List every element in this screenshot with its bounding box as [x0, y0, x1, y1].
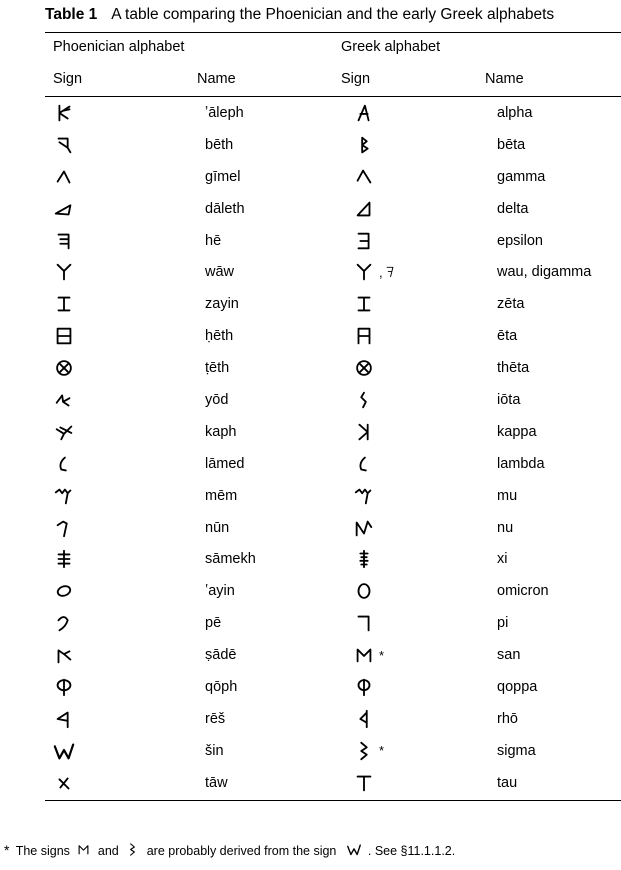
greek-alpha-icon: [353, 102, 375, 124]
greek-pi-icon: [353, 612, 375, 634]
greek-kappa-icon: [353, 421, 375, 443]
phoenician-name: sāmekh: [205, 551, 256, 568]
footnote-text-3: are probably derived from the sign: [146, 844, 337, 858]
phoenician-sade-icon: [53, 644, 75, 666]
phoenician-name: wāw: [205, 264, 235, 281]
column-header-greek-sign: Sign: [341, 71, 371, 87]
footnote-text-1: The signs: [15, 844, 70, 858]
phoenician-name: tāw: [205, 774, 228, 791]
greek-wau-icon: [353, 261, 375, 283]
footnote-star: *: [4, 842, 10, 858]
phoenician-mem-icon: [53, 485, 75, 507]
greek-name: zēta: [497, 296, 525, 313]
greek-name: lambda: [497, 455, 545, 472]
group-header-phoenician: Phoenician alphabet: [53, 39, 185, 55]
phoenician-taw-icon: [53, 772, 75, 794]
phoenician-heth-icon: [53, 325, 75, 347]
phoenician-shin-icon: [53, 740, 75, 762]
phoenician-gimel-icon: [53, 166, 75, 188]
phoenician-name: yōd: [205, 391, 229, 408]
table-row: [45, 352, 621, 384]
phoenician-pe-icon: [53, 612, 75, 634]
greek-extra: *: [379, 647, 385, 663]
greek-name: ēta: [497, 328, 518, 345]
greek-beta-icon: [353, 134, 375, 156]
phoenician-name: zayin: [205, 296, 239, 313]
phoenician-name: ṭēth: [205, 360, 230, 377]
phoenician-daleth-icon: [53, 198, 75, 220]
phoenician-waw-icon: [53, 261, 75, 283]
greek-mu-icon: [353, 485, 375, 507]
phoenician-he-icon: [53, 230, 75, 252]
table-row: [45, 448, 621, 480]
phoenician-zayin-icon: [53, 293, 75, 315]
greek-extra: *: [379, 743, 385, 759]
bottom-rule: [45, 800, 621, 801]
greek-zeta-icon: [353, 293, 375, 315]
phoenician-lamed-icon: [53, 453, 75, 475]
greek-name: alpha: [497, 104, 533, 121]
table-row: [45, 575, 621, 607]
phoenician-nun-icon: [53, 517, 75, 539]
greek-eta-icon: [353, 325, 375, 347]
group-header-greek: Greek alphabet: [341, 39, 441, 55]
phoenician-ayin-icon: [53, 580, 75, 602]
phoenician-name: qōph: [205, 678, 238, 695]
column-header-phoenician-name: Name: [197, 71, 236, 87]
table-row: [45, 512, 621, 544]
table-row: [45, 193, 621, 225]
table-row: [45, 288, 621, 320]
phoenician-name: ʽayin: [205, 583, 235, 600]
phoenician-name: lāmed: [205, 455, 245, 472]
phoenician-name: mēm: [205, 487, 238, 504]
table-row: [45, 161, 621, 193]
greek-omicron-icon: [353, 580, 375, 602]
phoenician-name: ṣādē: [205, 647, 237, 664]
phoenician-name: kaph: [205, 423, 237, 440]
greek-name: tau: [497, 774, 518, 791]
table-row: [45, 671, 621, 703]
phoenician-name: šin: [205, 742, 224, 759]
table-row: [45, 416, 621, 448]
greek-extra: ,: [379, 264, 383, 280]
greek-name: bēta: [497, 136, 526, 153]
greek-xi-icon: [353, 548, 375, 570]
greek-name: sigma: [497, 742, 536, 759]
greek-name: thēta: [497, 360, 530, 377]
phoenician-name: ʼāleph: [205, 104, 244, 121]
phoenician-name: bēth: [205, 136, 234, 153]
greek-nu-icon: [353, 517, 375, 539]
column-header-phoenician-sign: Sign: [53, 71, 83, 87]
phoenician-name: rēš: [205, 710, 226, 727]
greek-name: san: [497, 647, 521, 664]
footnote-text-4: . See §11.1.1.2.: [367, 844, 456, 858]
table-row: [45, 767, 621, 799]
table-row: [45, 256, 621, 288]
greek-name: pi: [497, 615, 509, 632]
table-label: Table 1: [45, 6, 98, 23]
footnote: [4, 842, 455, 858]
phoenician-name: ḥēth: [205, 328, 234, 345]
phoenician-name: pē: [205, 615, 222, 632]
phoenician-name: nūn: [205, 519, 230, 536]
greek-sigma-icon: [125, 842, 140, 857]
table-row: [45, 225, 621, 257]
greek-name: wau, digamma: [497, 264, 592, 281]
table-row: [45, 320, 621, 352]
phoenician-shin-icon: [343, 842, 365, 857]
phoenician-samekh-icon: [53, 548, 75, 570]
phoenician-name: gīmel: [205, 168, 241, 185]
greek-rho-icon: [353, 708, 375, 730]
greek-epsilon-icon: [353, 230, 375, 252]
greek-iota-icon: [353, 389, 375, 411]
table-row: [45, 607, 621, 639]
table-row: [45, 129, 621, 161]
greek-qoppa-icon: [353, 676, 375, 698]
greek-theta-icon: [353, 357, 375, 379]
greek-tau-icon: [353, 772, 375, 794]
greek-name: mu: [497, 487, 518, 504]
table-caption: [45, 6, 621, 24]
greek-name: iōta: [497, 391, 521, 408]
phoenician-yod-icon: [53, 389, 75, 411]
greek-name: xi: [497, 551, 508, 568]
table-row: [45, 543, 621, 575]
greek-name: kappa: [497, 423, 537, 440]
table-row: [45, 97, 621, 129]
greek-san-icon: [353, 644, 375, 666]
phoenician-beth-icon: [53, 134, 75, 156]
table-row: [45, 639, 621, 671]
phoenician-teth-icon: [53, 357, 75, 379]
greek-gamma-icon: [353, 166, 375, 188]
table-row: [45, 480, 621, 512]
column-header-greek-name: Name: [485, 71, 524, 87]
phoenician-name: hē: [205, 232, 222, 249]
greek-sigma-icon: [353, 740, 375, 762]
table-title: A table comparing the Phoenician and the early Greek alphabets: [111, 6, 555, 23]
top-rule: [45, 32, 621, 33]
greek-name: epsilon: [497, 232, 543, 249]
table-row: [45, 735, 621, 767]
greek-delta-icon: [353, 198, 375, 220]
greek-name: delta: [497, 200, 529, 217]
alphabet-table: [45, 97, 621, 799]
footnote-text-2: and: [97, 844, 119, 858]
greek-name: nu: [497, 519, 514, 536]
phoenician-name: dāleth: [205, 200, 245, 217]
table-row: [45, 384, 621, 416]
greek-name: omicron: [497, 583, 549, 600]
greek-name: qoppa: [497, 678, 538, 695]
table-row: [45, 703, 621, 735]
phoenician-resh-icon: [53, 708, 75, 730]
greek-san-icon: [76, 842, 91, 857]
greek-digamma-icon: [383, 264, 397, 280]
greek-name: rhō: [497, 710, 518, 727]
phoenician-qoph-icon: [53, 676, 75, 698]
phoenician-aleph-icon: [53, 102, 75, 124]
phoenician-kaph-icon: [53, 421, 75, 443]
greek-name: gamma: [497, 168, 546, 185]
greek-lambda-icon: [353, 453, 375, 475]
